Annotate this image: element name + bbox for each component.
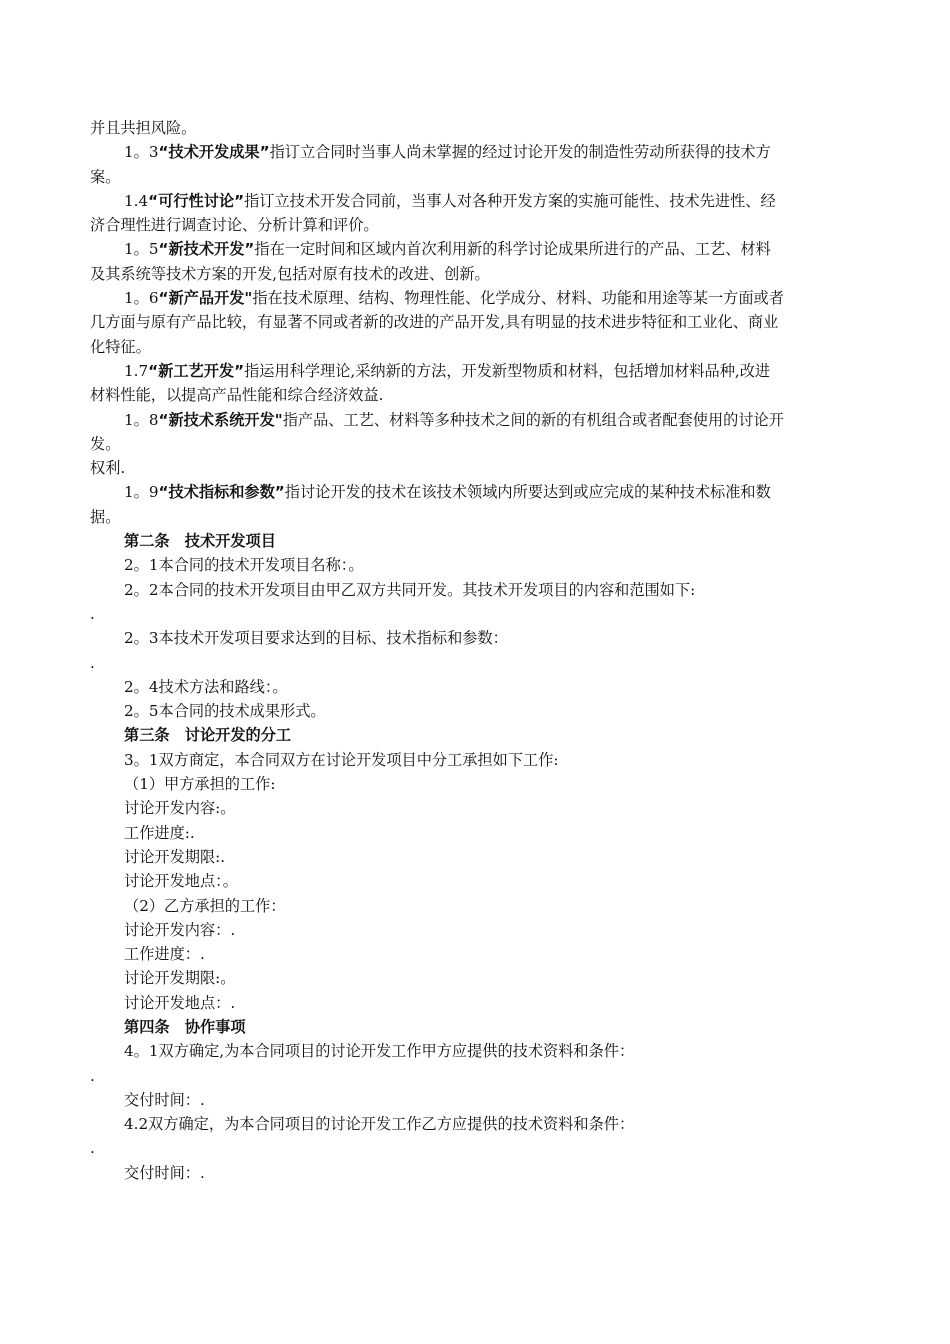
- article-3-heading: 第三条 讨论开发的分工: [124, 726, 292, 745]
- party-b-content: 讨论开发内容：.: [124, 920, 236, 939]
- definition-1-7: 1.7“新工艺开发”指运用科学理论,采纳新的方法，开发新型物质和材料，包括增加材料品种,改进: [124, 361, 771, 380]
- blank-line: .: [90, 653, 95, 672]
- definition-1-6-cont2: 化特征。: [90, 337, 151, 356]
- party-a-location: 讨论开发地点：。: [124, 872, 238, 891]
- clause-2-2: 2。2本合同的技术开发项目由甲乙双方共同开发。其技术开发项目的内容和范围如下:: [124, 580, 696, 599]
- party-a-content: 讨论开发内容:。: [124, 799, 236, 818]
- party-b-progress: 工作进度：.: [124, 945, 205, 964]
- clause-4-1: 4。1双方确定,为本合同项目的讨论开发工作甲方应提供的技术资料和条件：: [124, 1042, 635, 1061]
- party-b-period: 讨论开发期限:。: [124, 969, 236, 988]
- clause-2-5: 2。5本合同的技术成果形式。: [124, 702, 326, 721]
- definition-1-6: 1。6“新产品开发"指在技术原理、结构、物理性能、化学成分、材料、功能和用途等某一方面或者: [124, 289, 784, 308]
- definition-1-3: 1。3“技术开发成果”指订立合同时当事人尚未掌握的经过讨论开发的制造性劳动所获得的技术方: [124, 143, 771, 162]
- clause-4-2: 4.2双方确定，为本合同项目的讨论开发工作乙方应提供的技术资料和条件：: [124, 1115, 635, 1134]
- delivery-time-b: 交付时间：.: [124, 1163, 205, 1182]
- article-2-heading: 第二条 技术开发项目: [124, 532, 276, 551]
- definition-1-9: 1。9“技术指标和参数”指讨论开发的技术在该技术领域内所要达到或应完成的某种技术标准和数: [124, 483, 771, 502]
- definition-1-4: 1.4“可行性讨论”指订立技术开发合同前，当事人对各种开发方案的实施可能性、技术先进性、经: [124, 191, 776, 210]
- party-a-period: 讨论开发期限:.: [124, 847, 226, 866]
- paragraph-text: 权利.: [90, 459, 126, 478]
- definition-1-5-cont: 及其系统等技术方案的开发,包括对原有技术的改进、创新。: [90, 264, 490, 283]
- definition-1-5: 1。5“新技术开发”指在一定时间和区域内首次利用新的科学讨论成果所进行的产品、工艺、材料: [124, 240, 771, 259]
- clause-2-1: 2。1本合同的技术开发项目名称：。: [124, 556, 364, 575]
- delivery-time-a: 交付时间：.: [124, 1090, 205, 1109]
- party-b-location: 讨论开发地点：.: [124, 993, 236, 1012]
- clause-2-3: 2。3本技术开发项目要求达到的目标、技术指标和参数：: [124, 629, 508, 648]
- definition-1-3-cont: 案。: [90, 167, 121, 186]
- definition-1-4-cont: 济合理性进行调查讨论、分析计算和评价。: [90, 216, 379, 235]
- blank-line: .: [90, 604, 95, 623]
- blank-line: .: [90, 1139, 95, 1158]
- definition-1-7-cont: 材料性能，以提高产品性能和综合经济效益.: [90, 386, 384, 405]
- definition-1-8-cont: 发。: [90, 434, 121, 453]
- party-a-progress: 工作进度:.: [124, 823, 195, 842]
- clause-2-4: 2。4技术方法和路线：。: [124, 677, 288, 696]
- party-a-heading: （1）甲方承担的工作:: [124, 775, 276, 794]
- article-4-heading: 第四条 协作事项: [124, 1017, 246, 1036]
- blank-line: .: [90, 1066, 95, 1085]
- definition-1-8: 1。8“新技术系统开发"指产品、工艺、材料等多种技术之间的新的有机组合或者配套使用的讨论开: [124, 410, 784, 429]
- paragraph-text: 并且共担风险。: [90, 119, 197, 137]
- definition-1-6-cont: 几方面与原有产品比较，有显著不同或者新的改进的产品开发,具有明显的技术进步特征和工业化、商业: [90, 313, 779, 332]
- definition-1-9-cont: 据。: [90, 507, 121, 526]
- party-b-heading: （2）乙方承担的工作：: [124, 896, 286, 915]
- clause-3-1: 3。1双方商定，本合同双方在讨论开发项目中分工承担如下工作:: [124, 750, 559, 769]
- document-page: [90, 116, 860, 1185]
